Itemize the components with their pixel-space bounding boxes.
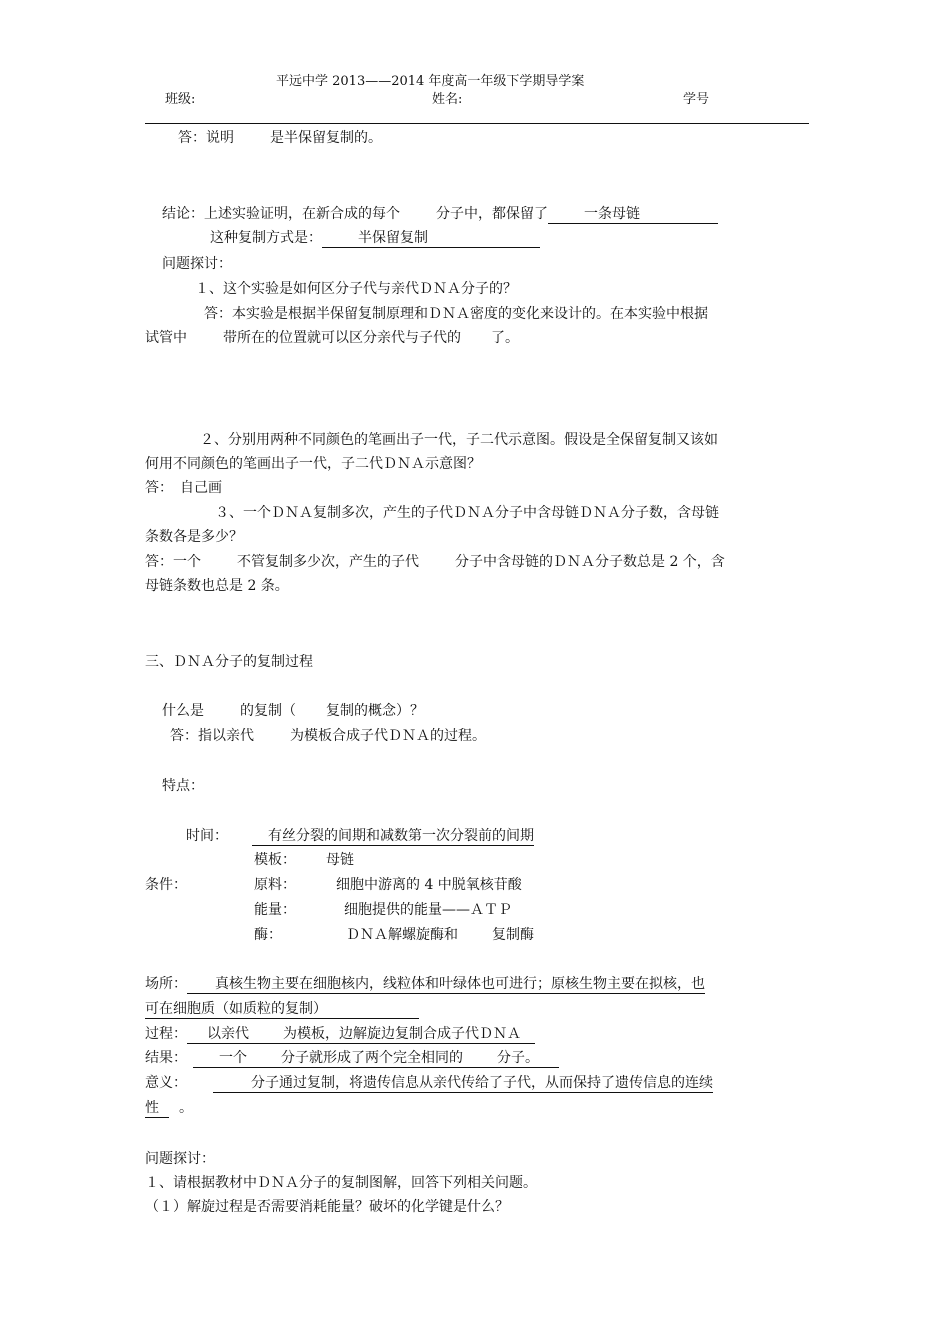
conclusion-text-a: 结论：上述实验证明，在新合成的每个 (162, 206, 400, 222)
answer-text-b: 是半保留复制的。 (270, 130, 382, 146)
question-2-line1: ２、分别用两种不同颜色的笔画出子一代，子二代示意图。假设是全保留复制又该如 (200, 432, 718, 448)
meaning-row (145, 1073, 713, 1093)
question-4-1-sub1: （１）解旋过程是否需要消耗能量？破坏的化学键是什么？ (145, 1199, 509, 1215)
method-label: 这种复制方式是： (210, 230, 322, 246)
material-row: 原料： 细胞中游离的 4 中脱氧核苷酸 (254, 877, 522, 893)
result-value: 一个 分子就形成了两个完全相同的 分子。 (193, 1050, 559, 1068)
method-line (210, 228, 540, 248)
answer-semiconservative (178, 128, 382, 148)
question-1: １、这个实验是如何区分子代与亲代ＤＮＡ分子的？ (195, 281, 517, 297)
school-title: 平远中学 2013——2014 年度高一年级下学期导学案 (276, 74, 585, 89)
discussion-heading-2: 问题探讨： (145, 1151, 215, 1167)
student-number-label: 学号 (683, 92, 710, 107)
question-2-line2: 何用不同颜色的笔画出子一代，子二代ＤＮＡ示意图？ (145, 456, 481, 472)
meaning-value-1: 分子通过复制，将遗传信息从亲代传给了子代，从而保持了遗传信息的连续 (213, 1075, 713, 1093)
result-label: 结果： (145, 1050, 187, 1066)
time-value: 有丝分裂的间期和减数第一次分裂前的间期 (252, 828, 534, 846)
time-row (186, 826, 534, 846)
place-value-2: 可在细胞质（如质粒的复制） (145, 1001, 419, 1019)
enzyme-row: 酶： ＤＮＡ解螺旋酶和 复制酶 (254, 927, 534, 943)
class-label: 班级: (165, 92, 196, 107)
conclusion-line (162, 204, 718, 224)
question-3-line2: 条数各是多少？ (145, 529, 243, 545)
process-row (145, 1024, 535, 1044)
conclusion-text-b: 分子中，都保留了 (436, 206, 548, 222)
answer-1-line1: 答：本实验是根据半保留复制原理和ＤＮＡ密度的变化来设计的。在本实验中根据 (204, 306, 708, 322)
process-value: 以亲代 为模板，边解旋边复制合成子代ＤＮＡ (187, 1026, 535, 1044)
answer-2: 答： 自己画 (145, 480, 222, 496)
meaning-row-2: 性 。 (145, 1100, 193, 1116)
question-3-line1: ３、一个ＤＮＡ复制多次，产生的子代ＤＮＡ分子中含母链ＤＮＡ分子数，含母链 (215, 505, 719, 521)
features-label: 特点： (162, 778, 204, 794)
discussion-heading-1: 问题探讨： (162, 256, 232, 272)
time-label: 时间： (186, 828, 228, 844)
meaning-label: 意义： (145, 1075, 187, 1091)
answer-3-line2: 母链条数也总是 2 条。 (145, 578, 289, 594)
place-value-1: 真核生物主要在细胞核内，线粒体和叶绿体也可进行；原核生物主要在拟核，也 (187, 976, 705, 994)
answer-3-line1: 答：一个 不管复制多少次，产生的子代 分子中含母链的ＤＮＡ分子数总是 2 个，含 (145, 554, 725, 570)
conditions-label: 条件： (145, 877, 187, 893)
question-4-1: １、请根据教材中ＤＮＡ分子的复制图解，回答下列相关问题。 (145, 1175, 537, 1191)
template-row: 模板： 母链 (254, 852, 354, 868)
conclusion-fill: 一条母链 (548, 206, 718, 224)
answer-1-line2: 试管中 带所在的位置就可以区分亲代与子代的 了。 (145, 330, 519, 346)
place-row-2 (145, 999, 419, 1019)
energy-row: 能量： 细胞提供的能量——ＡＴＰ (254, 902, 512, 918)
name-label: 姓名: (432, 92, 463, 107)
header-divider (145, 123, 809, 124)
method-fill: 半保留复制 (322, 230, 540, 248)
section-3-heading: 三、ＤＮＡ分子的复制过程 (145, 654, 313, 670)
result-row (145, 1048, 559, 1068)
replication-definition: 答：指以亲代 为模板合成子代ＤＮＡ的过程。 (170, 728, 486, 744)
place-label: 场所： (145, 976, 187, 992)
answer-text-a: 答：说明 (178, 130, 234, 146)
process-label: 过程： (145, 1026, 187, 1042)
place-row (145, 974, 705, 994)
what-is-replication: 什么是 的复制（ 复制的概念）？ (162, 703, 424, 719)
meaning-value-2: 性 (145, 1100, 169, 1118)
